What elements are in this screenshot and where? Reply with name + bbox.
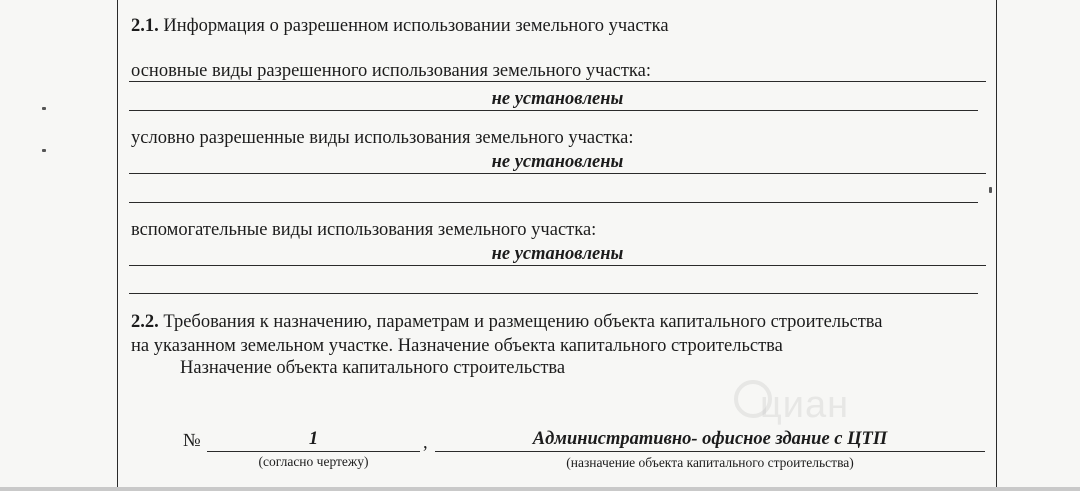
section-title-line-2: на указанном земельном участке. Назначение объекта капитального строительства xyxy=(131,336,783,356)
conditional-uses-value: не установлены xyxy=(491,152,624,172)
purpose-caption: (назначение объекта капитального строительства) xyxy=(566,455,854,470)
form-line xyxy=(435,451,985,452)
conditional-uses-label: условно разрешенные виды использования земельного участка: xyxy=(131,128,634,148)
main-uses-value: не установлены xyxy=(491,89,624,109)
margin-mark xyxy=(989,187,992,193)
number-sign: № xyxy=(183,431,201,451)
section-2-1-heading xyxy=(131,15,669,37)
right-border-line xyxy=(996,0,997,491)
separator: , xyxy=(423,433,428,453)
margin-mark xyxy=(42,149,46,152)
section-number: 2.1. xyxy=(131,16,159,36)
object-purpose: Административно- офисное здание с ЦТП xyxy=(532,429,888,449)
form-line xyxy=(129,81,986,82)
auxiliary-uses-value: не установлены xyxy=(491,244,624,264)
main-uses-label: основные виды разрешенного использования земельного участка: xyxy=(131,61,651,81)
section-title-line-1: Требования к назначению, параметрам и размещению объекта капитального строительства xyxy=(163,312,883,332)
form-line xyxy=(207,451,420,452)
form-line xyxy=(129,265,986,266)
form-line xyxy=(129,173,986,174)
section-number: 2.2. xyxy=(131,312,159,332)
section-subheading: Назначение объекта капитального строительства xyxy=(180,358,566,378)
form-line xyxy=(129,202,978,203)
auxiliary-uses-label: вспомогательные виды использования земельного участка: xyxy=(131,220,597,240)
scan-edge xyxy=(0,487,1080,491)
form-line xyxy=(129,110,978,111)
left-border-line xyxy=(117,0,118,491)
object-number: 1 xyxy=(308,429,319,449)
margin-mark xyxy=(42,107,46,110)
section-2-2-heading xyxy=(131,311,883,333)
form-line xyxy=(129,293,978,294)
watermark: циан xyxy=(760,384,850,426)
section-title: Информация о разрешенном использовании земельного участка xyxy=(163,16,669,36)
number-caption: (согласно чертежу) xyxy=(258,454,369,469)
